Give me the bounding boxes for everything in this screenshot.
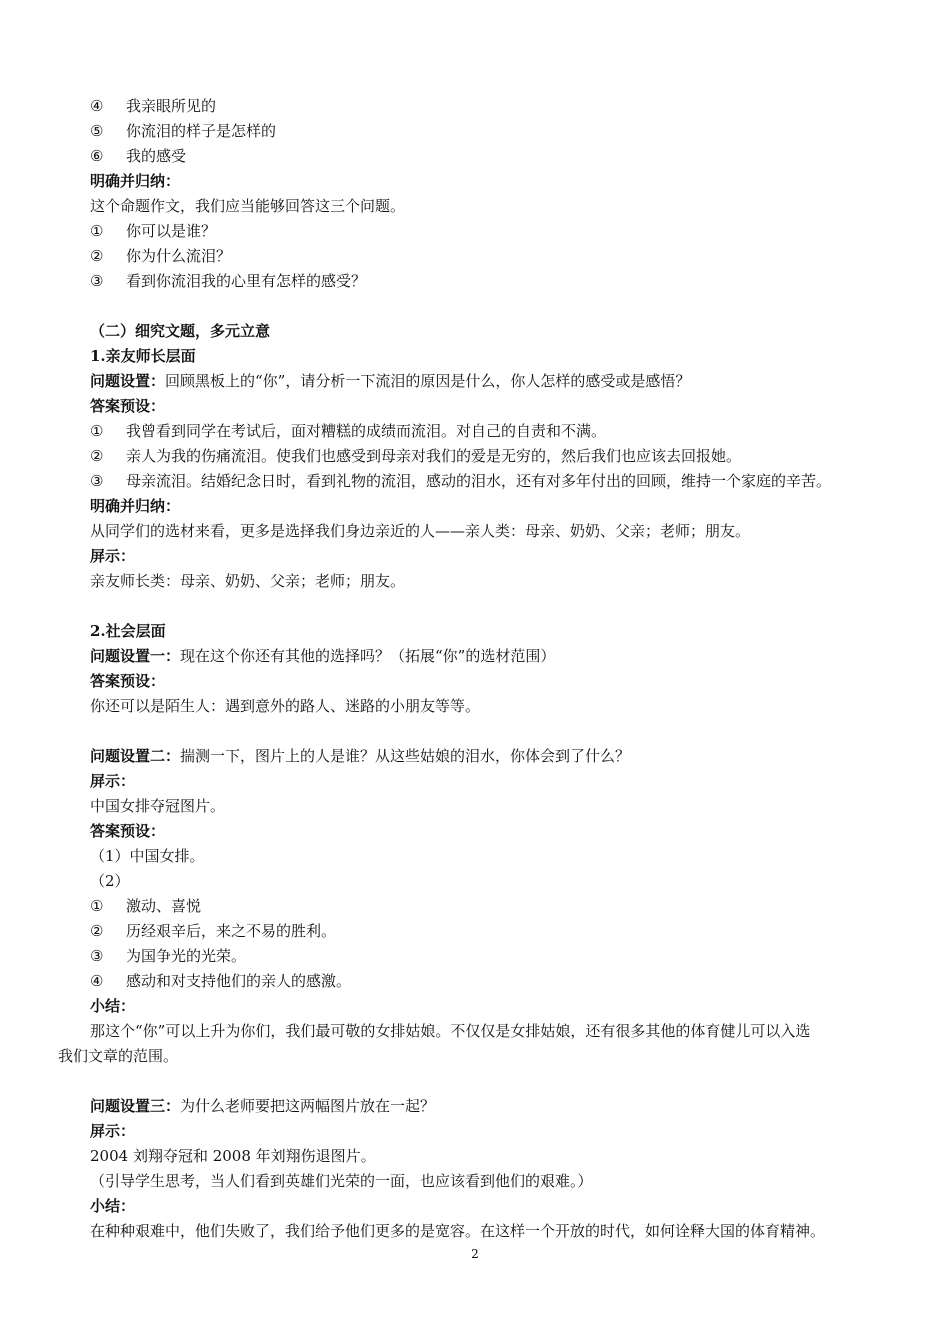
question-label: 问题设置三：: [90, 1097, 181, 1115]
question-line: [90, 744, 900, 769]
list-number: ③: [90, 472, 104, 490]
show-text: 中国女排夺冠图片。: [90, 797, 226, 815]
list-text: 为国争光的光荣。: [126, 947, 247, 965]
section-title: （二）细究文题，多元立意: [90, 322, 271, 340]
list-item: [90, 944, 900, 969]
subsection-title: 2.社会层面: [90, 622, 166, 640]
summary-paragraph-line: [90, 1019, 900, 1044]
list-item: [90, 119, 900, 144]
list-item: [90, 444, 900, 469]
answer-text: （1）中国女排。: [90, 847, 205, 865]
list-text: 我的感受: [126, 147, 187, 165]
question-text: 揣测一下，图片上的人是谁？从这些姑娘的泪水，你体会到了什么？: [180, 747, 631, 765]
summary-label: 小结：: [90, 997, 136, 1015]
show-note: （引导学生思考，当人们看到英雄们光荣的一面，也应该看到他们的艰难。）: [90, 1172, 593, 1190]
list-text: 我曾看到同学在考试后，面对糟糕的成绩而流泪。对自己的自责和不满。: [126, 422, 607, 440]
answer-label: 答案预设：: [90, 672, 166, 690]
show-text: 2004 刘翔夺冠和 2008 年刘翔伤退图片。: [90, 1147, 376, 1165]
list-number: ①: [90, 897, 104, 915]
summary-text: 那这个“你”可以上升为你们，我们最可敬的女排姑娘。不仅仅是女排姑娘，还有很多其他的体育健儿可以入选: [90, 1022, 811, 1040]
list-number: ③: [90, 947, 104, 965]
summary-text: 从同学们的选材来看，更多是选择我们身边亲近的人——亲人类：母亲、奶奶、父亲；老师；朋友。: [90, 522, 751, 540]
list-item: [90, 419, 900, 444]
answer-text: 你还可以是陌生人：遇到意外的路人、迷路的小朋友等等。: [90, 697, 481, 715]
list-text: 我亲眼所见的: [126, 97, 217, 115]
summary-label: 明确并归纳：: [90, 497, 181, 515]
list-item: [90, 919, 900, 944]
list-item: [90, 244, 900, 269]
show-text: 亲友师长类：母亲、奶奶、父亲；老师；朋友。: [90, 572, 406, 590]
list-item: [90, 219, 900, 244]
list-item: [90, 144, 900, 169]
question-label: 问题设置：: [90, 372, 166, 390]
list-number: ⑥: [90, 147, 104, 165]
list-number: ①: [90, 422, 104, 440]
question-text: 现在这个你还有其他的选择吗？（拓展“你”的选材范围）: [180, 647, 556, 665]
list-text: 亲人为我的伤痛流泪。使我们也感受到母亲对我们的爱是无穷的，然后我们也应该去回报她。: [126, 447, 742, 465]
list-text: 感动和对支持他们的亲人的感激。: [126, 972, 352, 990]
question-line: [90, 369, 900, 394]
list-number: ②: [90, 447, 104, 465]
answer-label: 答案预设：: [90, 822, 166, 840]
question-label: 问题设置一：: [90, 647, 181, 665]
show-label: 屏示：: [90, 772, 136, 790]
list-text: 激动、喜悦: [126, 897, 202, 915]
show-label: 屏示：: [90, 547, 136, 565]
list-number: ⑤: [90, 122, 104, 140]
list-item: [90, 269, 900, 294]
answer-label: 答案预设：: [90, 397, 166, 415]
subsection-title: 1.亲友师长层面: [90, 347, 196, 365]
list-item: [90, 969, 900, 994]
answer-text: （2）: [90, 872, 130, 890]
summary-text: 在种种艰难中，他们失败了，我们给予他们更多的是宽容。在这样一个开放的时代，如何诠释大国的体育精神。: [90, 1222, 826, 1240]
list-number: ②: [90, 922, 104, 940]
list-text: 你流泪的样子是怎样的: [126, 122, 277, 140]
list-number: ①: [90, 222, 104, 240]
list-number: ④: [90, 97, 104, 115]
list-item: [90, 94, 900, 119]
list-number: ③: [90, 272, 104, 290]
list-number: ④: [90, 972, 104, 990]
summary-label: 小结：: [90, 1197, 136, 1215]
list-text: 你为什么流泪？: [126, 247, 232, 265]
list-number: ②: [90, 247, 104, 265]
question-line: [90, 1094, 900, 1119]
page-content: [58, 94, 900, 1244]
list-item: [90, 894, 900, 919]
summary-label: 明确并归纳：: [90, 172, 181, 190]
page-number: 2: [471, 1247, 479, 1261]
list-item: [90, 469, 900, 494]
question-text: 为什么老师要把这两幅图片放在一起？: [180, 1097, 436, 1115]
summary-paragraph-line: 我们文章的范围。: [58, 1047, 179, 1065]
list-text: 历经艰辛后，来之不易的胜利。: [126, 922, 337, 940]
summary-text: 这个命题作文，我们应当能够回答这三个问题。: [90, 197, 406, 215]
list-text: 看到你流泪我的心里有怎样的感受？: [126, 272, 367, 290]
list-text: 你可以是谁？: [126, 222, 217, 240]
list-text: 母亲流泪。结婚纪念日时，看到礼物的流泪，感动的泪水，还有对多年付出的回顾，维持一个家庭的辛苦。: [126, 472, 832, 490]
show-label: 屏示：: [90, 1122, 136, 1140]
question-line: [90, 644, 900, 669]
question-text: 回顾黑板上的“你”，请分析一下流泪的原因是什么，你人怎样的感受或是感悟？: [165, 372, 691, 390]
question-label: 问题设置二：: [90, 747, 181, 765]
